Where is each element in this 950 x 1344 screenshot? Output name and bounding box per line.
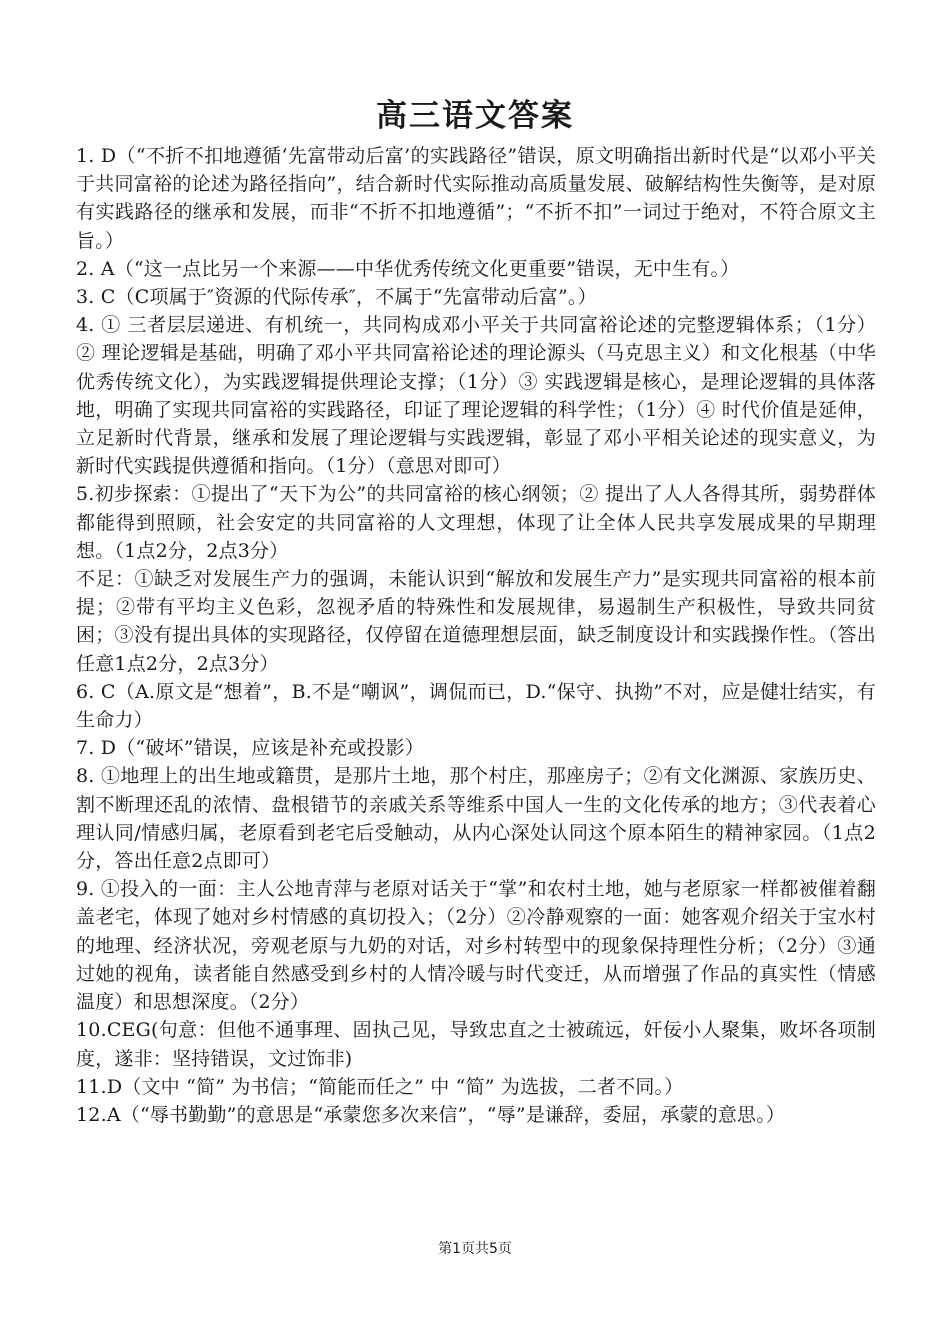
answer-8: 8. ①地理上的出生地或籍贯，是那片土地，那个村庄，那座房子；②有文化渊源、家族历史、割不断理还乱的浓情、盘根错节的亲戚关系等维系中国人一生的文化传承的地方；③代表着心理认同/情感归属，老原看到老宅后受触动，从内心深处认同这个原本陌生的精神家园。（1点2分，答出任意2点即可） [76, 765, 876, 873]
answer-2: 2. A（“这一点比另一个来源——中华优秀传统文化更重要”错误，无中生有。） [76, 257, 740, 280]
answer-6: 6. C（A.原文是“想着”，B.不是“嘲讽”，调侃而已，D.“保守、执拗”不对，应是健壮结实，有生命力） [76, 680, 876, 732]
answer-4: 4. ① 三者层层递进、有机统一，共同构成邓小平关于共同富裕论述的完整逻辑体系；（1分）② 理论逻辑是基础，明确了邓小平共同富裕论述的理论源头（马克思主义）和文化根基（中华优秀传统文化），为实践逻辑提供理论支撑；（1分）③ 实践逻辑是核心，是理论逻辑的具体落地，明确了实现共同富裕的实践路径，印证了理论逻辑的科学性；（1分）④ 时代价值是延伸，立足新时代背景，继承和发展了理论逻辑与实践逻辑，彰显了邓小平相关论述的现实意义，为新时代实践提供遵循和指向。（1分）（意思对即可） [76, 314, 876, 478]
answer-3: 3. C（C项属于″资源的代际传承″，不属于“先富带动后富”。） [76, 286, 597, 309]
answer-10: 10.CEG(句意：但他不通事理、固执己见，导致忠直之士被疏远，奸佞小人聚集，败坏各项制度，遂非：坚持错误，文过饰非) [76, 1019, 876, 1070]
answer-5-exploration: 5.初步探索：①提出了“天下为公”的共同富裕的核心纲领；② 提出了人人各得其所，弱势群体都能得到照顾，社会安定的共同富裕的人文理想，体现了让全体人民共享发展成果的早期理想。（1点2分，2点3分） [76, 483, 876, 562]
answer-5-shortcomings: 不足：①缺乏对发展生产力的强调，未能认识到“解放和发展生产力”是实现共同富裕的根本前提；②带有平均主义色彩，忽视矛盾的特殊性和发展规律，易遏制生产积极性，导致共同贫困；③没有提出具体的实现路径，仅停留在道德理想层面，缺乏制度设计和实践操作性。（答出任意1点2分，2点3分） [76, 568, 876, 675]
answer-7: 7. D（“破坏”错误，应该是补充或投影） [76, 737, 425, 760]
page-title: 高三语文答案 [376, 98, 574, 134]
answer-12: 12.A（“辱书勤勤”的意思是“承蒙您多次来信”，“辱”是谦辞，委屈，承蒙的意思。） [76, 1103, 786, 1126]
answer-content [76, 142, 876, 1129]
answer-9: 9. ①投入的一面：主人公地青萍与老原对话关于“掌”和农村土地，她与老原家一样都被催着翻盖老宅，体现了她对乡村情感的真切投入；（2分）②冷静观察的一面：她客观介绍关于宝水村的地理、经济状况，旁观老原与九奶的对话，对乡村转型中的现象保持理性分析；（2分）③通过她的视角，读者能自然感受到乡村的人情冷暖与时代变迁，从而增强了作品的真实性（情感温度）和思想深度。（2分） [76, 878, 876, 1014]
page-number-footer: 第1页共5页 [438, 1241, 512, 1257]
answer-11: 11.D（文中 “简” 为书信；“简能而任之” 中 “简” 为选拔，二者不同。） [76, 1075, 684, 1098]
answer-1: 1. D（“不折不扣地遵循‘先富带动后富’的实践路径”错误，原文明确指出新时代是“以邓小平关于共同富裕的论述为路径指向”，结合新时代实际推动高质量发展、破解结构性失衡等，是对原有实践路径的继承和发展，而非“不折不扣地遵循”；“不折不扣”一词过于绝对，不符合原文主旨。） [76, 145, 876, 252]
